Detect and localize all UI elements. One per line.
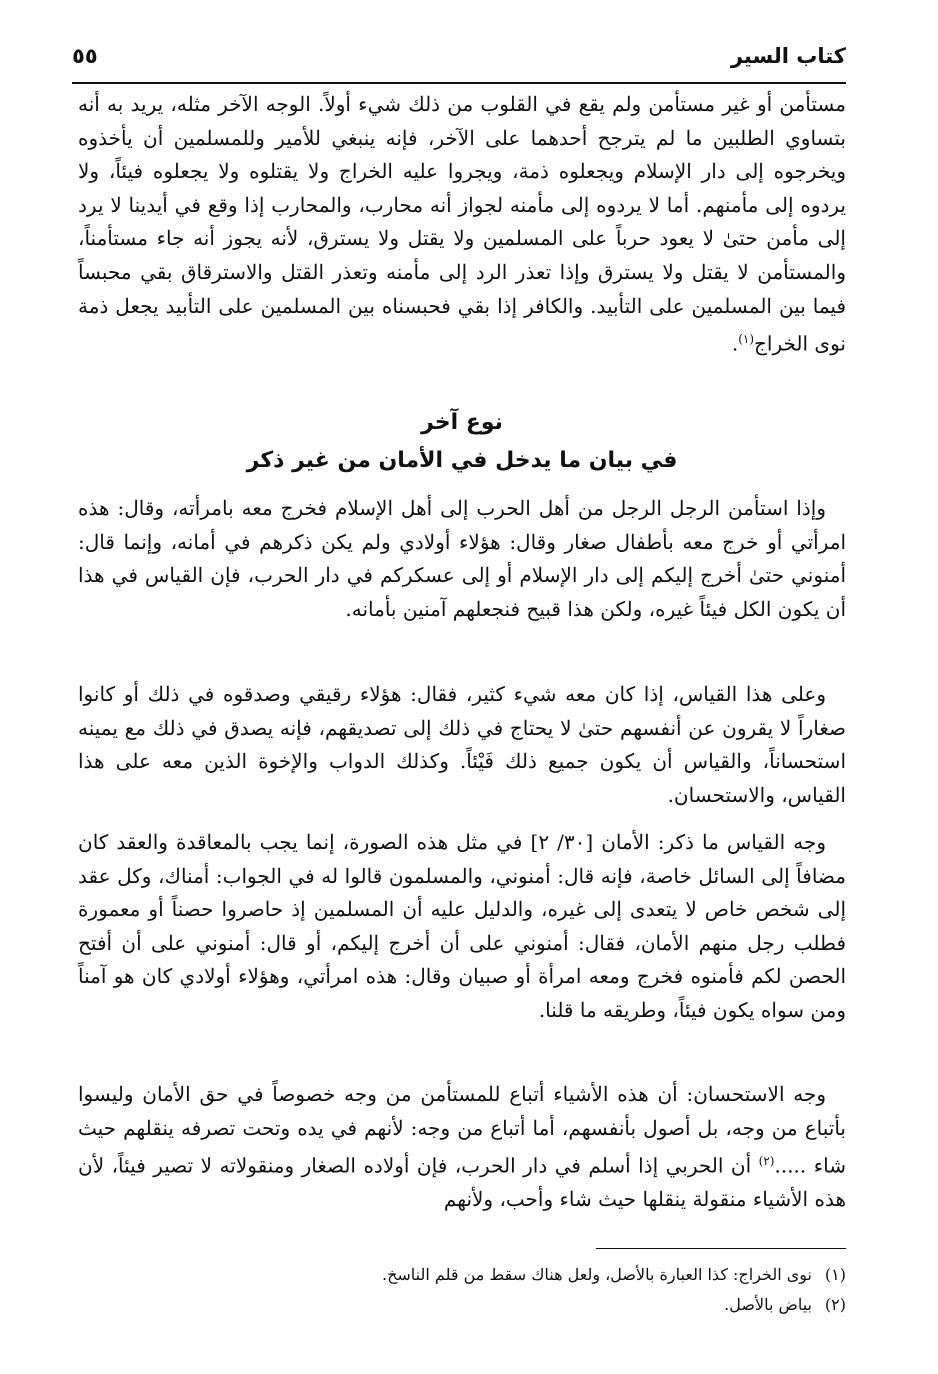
footnote-2 (78, 1292, 846, 1318)
running-header (72, 38, 846, 84)
page-number: ٥٥ (72, 44, 98, 68)
footnote-separator (596, 1248, 846, 1249)
footnote-ref-1[interactable]: (١) (738, 332, 755, 347)
footnote-1-number: (١) (824, 1265, 846, 1284)
paragraph-1-text: مستأمن أو غير مستأمن ولم يقع في القلوب من ذلك شيء أولاً. الوجه الآخر مثله، يريد به أنه بتساوي الطلبين ما لم يترجح أحدهما على الآخر، فإنه ينبغي للأمير وللمسلمين أن يأخذوه ويخرجوه إلى دار الإسلام ويجعلوه ذمة، ويجروا عليه الخراج ولا يقتلوه ولا يجعلوه فيئاً، ولا يردوه إلى مأمنهم. أما لا يردوه إلى مأمنه لجواز أنه محارب، والمحارب إذا وقع في أيدينا لا يرد إلى مأمن حتىٰ لا يعود حرباً على المسلمين ولا يقتل ولا يسترق، لأنه يجوز أنه جاء مستأمناً، والمستأمن لا يقتل ولا يسترق وإذا تعذر الرد إلى مأمنه وتعذر القتل والاسترقاق بقي محبساً فيما بين المسلمين على التأبيد. والكافر إذا بقي فحبسناه بين المسلمين على التأبيد يجعل ذمة نوى الخراج (78, 92, 846, 356)
paragraph-4: وجه القياس ما ذكر: الأمان [٣٠/ ٢] في مثل هذه الصورة، إنما يجب بالمعاقدة والعقد كان مضافاً إلى السائل خاصة، فإنه قال: أمنوني، والمسلمون قالوا له في الجواب: أمناك، وكل عقد إلى شخص خاص لا يتعدى إلى غيره، والدليل عليه أن المسلمين إذ حاصروا حصناً أو معمورة فطلب رجل منهم الأمان، فقال: أمنوني على أن أخرج إليكم، أو قال: أمنوني على أن أفتح الحصن لكم فأمنوه فخرج ومعه امرأة أو صبيان وقال: هذه امرأتي، وهؤلاء أولادي كان هو آمناً ومن سواه يكون فيئاً، وطريقه ما قلنا. (78, 830, 846, 1022)
footnote-ref-2[interactable]: (٢) (758, 1154, 775, 1169)
footnote-1 (78, 1262, 846, 1288)
footnote-1-text: نوى الخراج: كذا العبارة بالأصل، ولعل هناك سقط من قلم الناسخ. (381, 1265, 812, 1284)
footnote-2-number: (٢) (824, 1295, 846, 1314)
section-subtitle: في بيان ما يدخل في الأمان من غير ذكر (246, 448, 678, 473)
paragraph-3: وعلى هذا القياس، إذا كان معه شيء كثير، فقال: هؤلاء رقيقي وصدقوه في ذلك أو كانوا صغاراً لا يقرون عن أنفسهم حتىٰ لا يحتاج في ذلك إلى تصديقهم، فإنه يصدق في ذلك مع يمينه استحساناً، والقياس أن يكون جميع ذلك فَيْئاً. وكذلك الدواب والإخوة الذين معه على هذا القياس، والاستحسان. (78, 682, 846, 807)
paragraph-2: وإذا استأمن الرجل الرجل من أهل الحرب إلى أهل الإسلام فخرج معه بامرأته، وقال: هذه امرأتي أو خرج معه بأطفال صغار وقال: هؤلاء أولادي ولم يكن ذكرهم في أمانه، وإنما قال: أمنوني حتىٰ أخرج إليكم إلى دار الإسلام أو إلى عسكركم في دار الحرب، فإن القياس في هذا أن يكون الكل فيئاً غيره، ولكن هذا قبيح فنجعلهم آمنين بأمانه. (78, 496, 846, 621)
paragraph-1-end: . (731, 331, 739, 356)
paragraph-1 (78, 88, 846, 361)
paragraph-5 (78, 1078, 846, 1217)
book-title: كتاب السير (730, 44, 846, 68)
footnote-2-text: بياض بالأصل. (724, 1295, 812, 1314)
paragraph-5-text-b: أن الحربي إذا أسلم في دار الحرب، فإن أولاده الصغار ومنقولاته لا تصير فيئاً، لأن هذه الأشياء منقولة ينقلها حيث شاء وأحب، ولأنهم (78, 1153, 846, 1212)
paragraph-5-text-a: وجه الاستحسان: أن هذه الأشياء أتباع للمستأمن من وجه خصوصاً في حق الأمان وليسوا بأتباع من وجه، بل أصول بأنفسهم، أما أتباع من وجه: لأنهم في يده وتحت تصرفه ينقلهم حيث شاء ..... (78, 1082, 847, 1178)
section-title: نوع آخر (421, 410, 503, 435)
